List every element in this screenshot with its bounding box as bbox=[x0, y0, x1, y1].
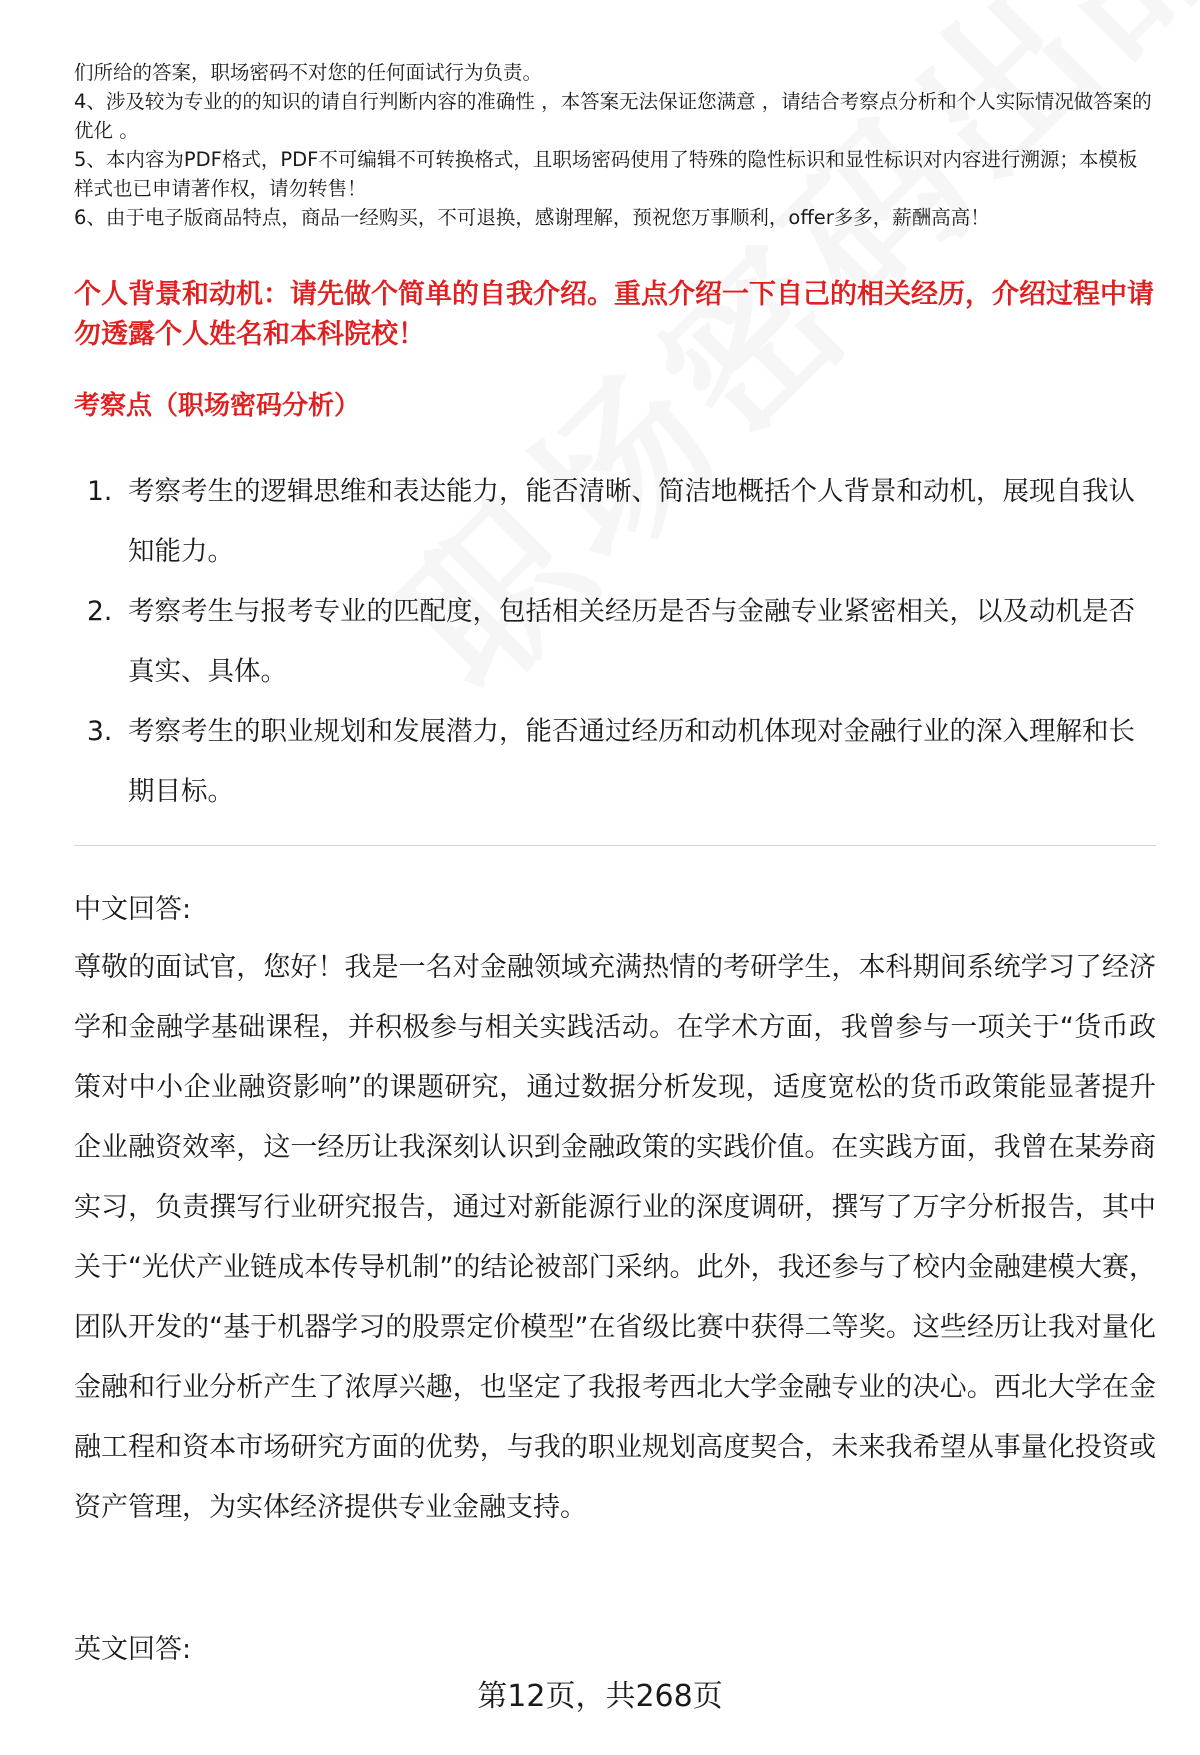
note-line: 5、本内容为PDF格式，PDF不可编辑不可转换格式，且职场密码使用了特殊的隐性标识和显性标识对内容进行溯源；本模板样式也已申请著作权，请勿转售！ bbox=[74, 148, 1138, 200]
exam-points-title: 考察点（职场密码分析） bbox=[74, 391, 361, 421]
exam-point-item bbox=[74, 462, 1154, 582]
exam-point-number: 3. bbox=[87, 716, 113, 747]
exam-point-item bbox=[74, 582, 1154, 702]
section-divider bbox=[74, 845, 1156, 846]
disclaimer-notes bbox=[74, 58, 1154, 232]
chinese-answer-label: 中文回答: bbox=[74, 894, 192, 925]
english-answer-label: 英文回答: bbox=[74, 1634, 192, 1665]
exam-point-number: 2. bbox=[87, 596, 113, 627]
chinese-answer-body: 尊敬的面试官，您好！我是一名对金融领域充满热情的考研学生，本科期间系统学习了经济学和金融学基础课程，并积极参与相关实践活动。在学术方面，我曾参与一项关于“货币政策对中小企业融资影响”的课题研究，通过数据分析发现，适度宽松的货币政策能显著提升企业融资效率，这一经历让我深刻认识到金融政策的实践价值。在实践方面，我曾在某券商实习，负责撰写行业研究报告，通过对新能源行业的深度调研，撰写了万字分析报告，其中关于“光伏产业链成本传导机制”的结论被部门采纳。此外，我还参与了校内金融建模大赛，团队开发的“基于机器学习的股票定价模型”在省级比赛中获得二等奖。这些经历让我对量化金融和行业分析产生了浓厚兴趣，也坚定了我报考西北大学金融专业的决心。西北大学在金融工程和资本市场研究方面的优势，与我的职业规划高度契合，未来我希望从事量化投资或资产管理，为实体经济提供专业金融支持。 bbox=[74, 952, 1156, 1523]
exam-point-number: 1. bbox=[87, 476, 113, 507]
exam-point-text: 考察考生的职业规划和发展潜力，能否通过经历和动机体现对金融行业的深入理解和长期目标。 bbox=[128, 716, 1135, 807]
exam-point-text: 考察考生与报考专业的匹配度，包括相关经历是否与金融专业紧密相关，以及动机是否真实、具体。 bbox=[128, 596, 1135, 687]
page-number: 第12页，共268页 bbox=[477, 1679, 723, 1714]
question-heading: 个人背景和动机：请先做个简单的自我介绍。重点介绍一下自己的相关经历，介绍过程中请勿透露个人姓名和本科院校！ bbox=[74, 279, 1154, 350]
exam-point-item bbox=[74, 702, 1154, 822]
exam-point-text: 考察考生的逻辑思维和表达能力，能否清晰、简洁地概括个人背景和动机，展现自我认知能力。 bbox=[128, 476, 1135, 567]
note-line: 们所给的答案，职场密码不对您的任何面试行为负责。 bbox=[74, 61, 543, 84]
exam-points-list bbox=[74, 462, 1154, 822]
note-line: 6、由于电子版商品特点，商品一经购买，不可退换，感谢理解，预祝您万事顺利，offer多多，薪酬高高！ bbox=[74, 206, 990, 229]
note-line: 4、涉及较为专业的的知识的请自行判断内容的准确性 ，本答案无法保证您满意 ，请结合考察点分析和个人实际情况做答案的优化 。 bbox=[74, 90, 1152, 142]
